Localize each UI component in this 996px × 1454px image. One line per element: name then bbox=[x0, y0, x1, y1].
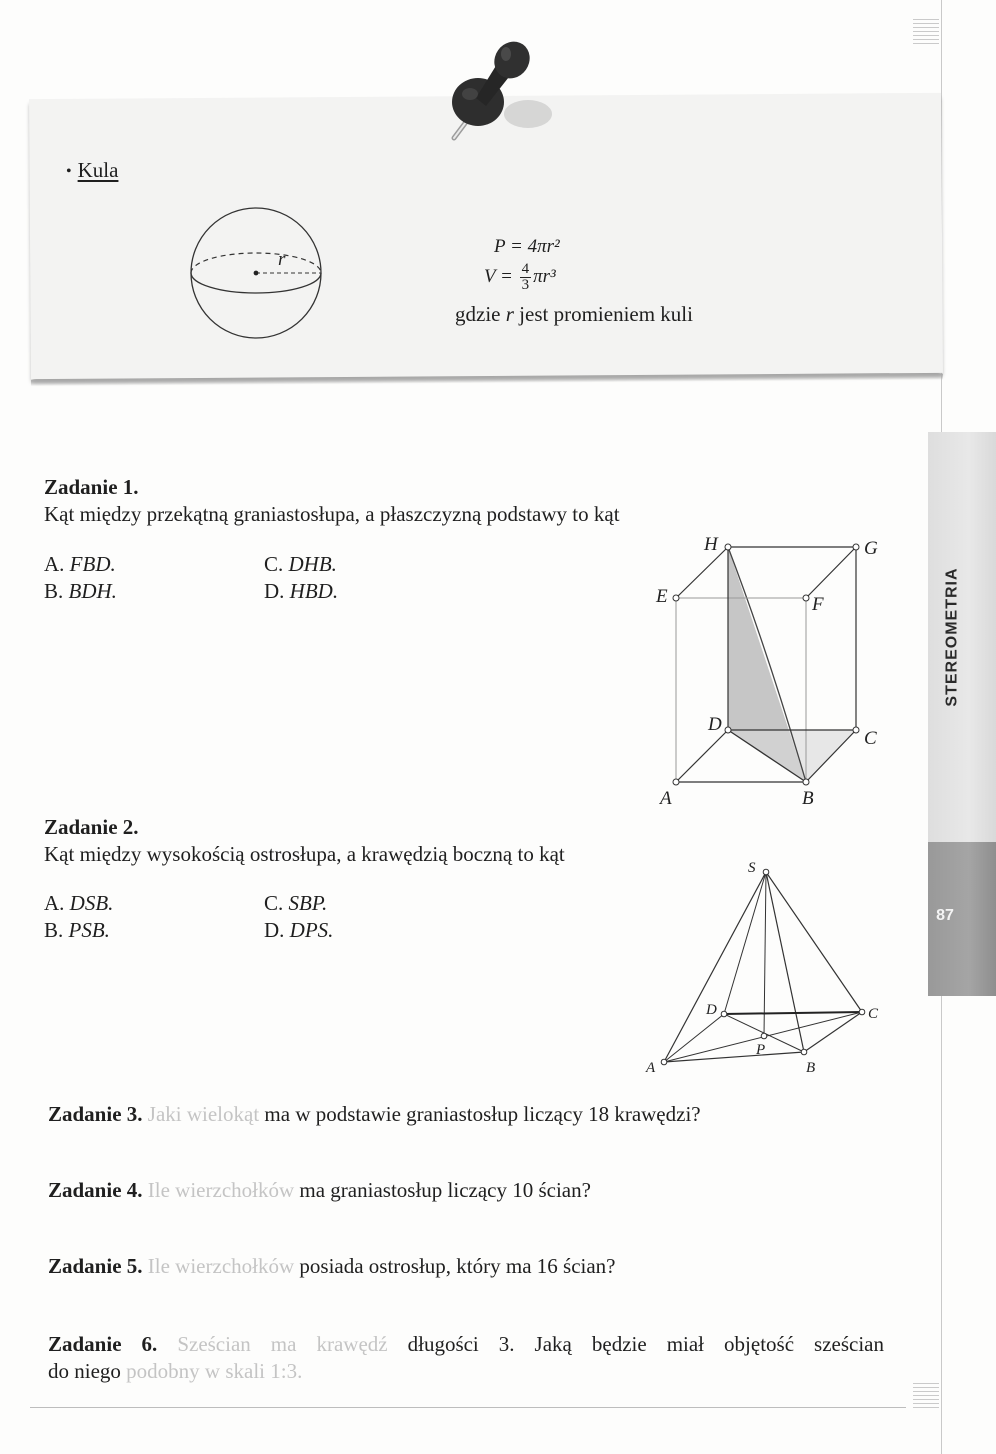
vertex-label-g: G bbox=[864, 538, 878, 559]
chapter-tab-label-wrap bbox=[928, 432, 978, 842]
note-title: Kula bbox=[77, 158, 119, 182]
task-5-faded-text: Ile wierzchołków bbox=[147, 1254, 295, 1278]
volume-formula-rhs: πr³ bbox=[533, 265, 556, 287]
vertex-label-d: D bbox=[708, 714, 722, 735]
task-2-option-b: B. PSB. bbox=[44, 918, 110, 942]
sphere-radius-label: r bbox=[278, 249, 286, 270]
sphere-diagram bbox=[186, 205, 326, 341]
task-4 bbox=[48, 1178, 591, 1203]
corner-grid-mark bbox=[913, 18, 939, 44]
vertex-label-p: P bbox=[756, 1042, 766, 1058]
vertex-label-h: H bbox=[704, 534, 718, 555]
pyramid-diagram bbox=[636, 856, 886, 1080]
task-6-faded-text-1: Sześcian ma krawędź bbox=[177, 1332, 388, 1356]
bullet-icon: • bbox=[66, 163, 72, 180]
page-number: 87 bbox=[936, 907, 954, 924]
volume-formula-lhs: V = bbox=[484, 265, 518, 287]
area-formula: P = 4πr² bbox=[494, 236, 560, 257]
task-1-option-d: D. HBD. bbox=[264, 579, 339, 603]
bottom-rule bbox=[30, 1407, 906, 1408]
vertex-label-c: C bbox=[868, 1006, 879, 1022]
task-5-text: posiada ostrosłup, który ma 16 ścian? bbox=[294, 1254, 616, 1278]
task-1-option-b: B. BDH. bbox=[44, 579, 117, 603]
task-4-faded-text: Ile wierzchołków bbox=[147, 1178, 295, 1202]
task-5 bbox=[48, 1254, 616, 1279]
vertex-label-c: C bbox=[864, 728, 877, 749]
formula-caption bbox=[455, 302, 693, 327]
task-2-option-a: A. DSB. bbox=[44, 891, 114, 915]
task-6-title: Zadanie 6. bbox=[48, 1332, 158, 1356]
vertex-label-a: A bbox=[660, 788, 672, 809]
task-6-text-2: do niego bbox=[48, 1359, 127, 1383]
task-5-title: Zadanie 5. bbox=[48, 1254, 143, 1278]
vertex-label-b: B bbox=[806, 1060, 816, 1076]
vertex-label-a: A bbox=[646, 1060, 656, 1076]
task-6-line-2 bbox=[48, 1359, 302, 1384]
task-4-text: ma graniastosłup liczący 10 ścian? bbox=[294, 1178, 591, 1202]
caption-post: jest promieniem kuli bbox=[513, 302, 693, 326]
task-1-option-a: A. FBD. bbox=[44, 552, 116, 576]
volume-fraction bbox=[520, 262, 532, 293]
task-6-line-1 bbox=[48, 1332, 884, 1357]
corner-grid-mark bbox=[913, 1382, 939, 1408]
task-1-title: Zadanie 1. bbox=[44, 475, 139, 499]
pushpin-icon bbox=[432, 36, 562, 146]
task-4-title: Zadanie 4. bbox=[48, 1178, 143, 1202]
task-2-title: Zadanie 2. bbox=[44, 815, 139, 839]
vertex-label-e: E bbox=[656, 586, 668, 607]
fraction-numerator: 4 bbox=[521, 261, 530, 277]
task-1-question: Kąt między przekątną graniastosłupa, a płaszczyzną podstawy to kąt bbox=[44, 502, 620, 526]
task-3-faded-text: Jaki wielokąt bbox=[147, 1102, 260, 1126]
task-6-text-1: długości 3. Jaką będzie miał objętość sześcian bbox=[387, 1332, 884, 1356]
task-3-title: Zadanie 3. bbox=[48, 1102, 143, 1126]
task-2-option-c: C. SBP. bbox=[264, 891, 328, 915]
vertex-label-f: F bbox=[812, 594, 824, 615]
prism-diagram bbox=[648, 532, 888, 812]
note-heading bbox=[66, 158, 118, 183]
caption-var: r bbox=[505, 302, 514, 326]
caption-pre: gdzie bbox=[455, 302, 506, 326]
task-1-option-c: C. DHB. bbox=[264, 552, 337, 576]
task-6-faded-text-2: podobny w skali 1:3. bbox=[126, 1359, 303, 1383]
vertex-label-s: S bbox=[748, 860, 756, 876]
volume-formula bbox=[484, 262, 556, 293]
vertex-label-b: B bbox=[802, 788, 814, 809]
fraction-denominator: 3 bbox=[521, 277, 530, 293]
task-2-question: Kąt między wysokością ostrosłupa, a krawędzią boczną to kąt bbox=[44, 842, 565, 866]
chapter-tab-label: STEREOMETRIA bbox=[944, 567, 961, 707]
task-3-text: ma w podstawie graniastosłup liczący 18 krawędzi? bbox=[259, 1102, 701, 1126]
task-3 bbox=[48, 1102, 701, 1127]
task-2-option-d: D. DPS. bbox=[264, 918, 334, 942]
vertex-label-d: D bbox=[706, 1002, 717, 1018]
